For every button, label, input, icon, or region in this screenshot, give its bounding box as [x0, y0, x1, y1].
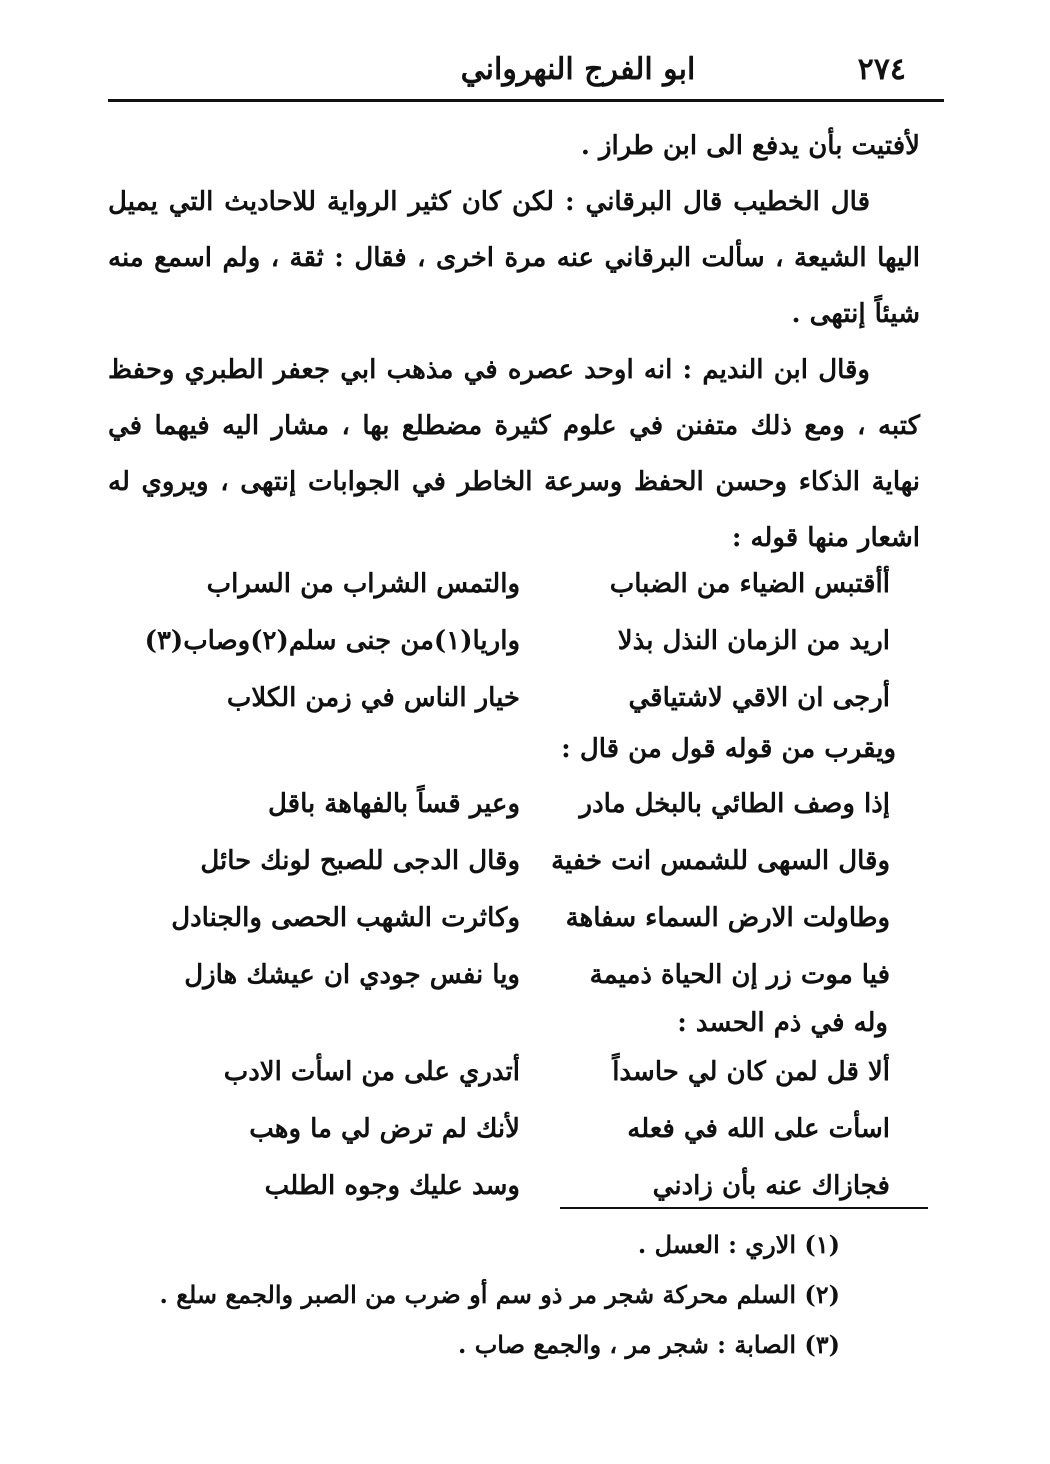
footnote-1: (١) الاري : العسل .: [637, 1230, 840, 1259]
verse-second-hemistich: وقال الدجى للصبح لونك حائل: [200, 846, 520, 876]
footnote-3: (٣) الصابة : شجر مر ، والجمع صاب .: [458, 1330, 840, 1359]
verse: [150, 890, 890, 947]
verse-second-hemistich: خيار الناس في زمن الكلاب: [226, 683, 520, 713]
verse-second-hemistich: واريا(١)من جنى سلم(٢)وصاب(٣): [144, 626, 520, 656]
verse: [150, 776, 890, 833]
verse-second-hemistich: ويا نفس جودي ان عيشك هازل: [184, 960, 520, 990]
page-header: [108, 44, 944, 100]
verse-second-hemistich: وكاثرت الشهب الحصى والجنادل: [171, 903, 520, 933]
verse: [150, 556, 890, 613]
verse: [150, 1101, 890, 1158]
verse-second-hemistich: وسد عليك وجوه الطلب: [264, 1171, 520, 1201]
footnote-rule: [560, 1207, 928, 1209]
verse-first-hemistich: وقال السهى للشمس انت خفية: [551, 846, 890, 876]
verse: [150, 1044, 890, 1101]
poem-2: [150, 776, 890, 1004]
footnote-2: (٢) السلم محركة شجر مر ذو سم أو ضرب من الصبر والجمع سلع .: [159, 1280, 840, 1309]
verse-first-hemistich: فيا موت زر إن الحياة ذميمة: [589, 960, 890, 990]
verse: [150, 670, 890, 727]
paragraph-3: وقال ابن النديم : انه اوحد عصره في مذهب ابي جعفر الطبري وحفظ كتبه ، ومع ذلك متفنن في علوم كثيرة مضطلع بها ، مشار اليه فيهما في نهاية الذكاء وحسن الحفظ وسرعة الخاطر في الجوابات إنتهى ، ويروي له اشعار منها قوله :: [108, 355, 920, 553]
verse-second-hemistich: وعير قساً بالفهاهة باقل: [267, 789, 520, 819]
verse-first-hemistich: أأقتبس الضياء من الضباب: [609, 569, 890, 599]
verse-first-hemistich: فجازاك عنه بأن زادني: [652, 1171, 890, 1201]
verse-second-hemistich: لأنك لم ترض لي ما وهب: [249, 1114, 520, 1144]
verse-second-hemistich: أتدري على من اسأت الادب: [223, 1057, 520, 1087]
verse-first-hemistich: ألا قل لمن كان لي حاسداً: [612, 1057, 890, 1087]
verse-second-hemistich: والتمس الشراب من السراب: [206, 569, 520, 599]
poem-2-intro: ويقرب من قوله قول من قال :: [561, 734, 896, 764]
verse-first-hemistich: اريد من الزمان النذل بذلا: [617, 626, 890, 656]
verse: [144, 613, 890, 670]
poem-3-intro: وله في ذم الحسد :: [677, 1008, 888, 1038]
verse-first-hemistich: وطاولت الارض السماء سفاهة: [565, 903, 890, 933]
page-number: ٢٧٤: [857, 52, 906, 87]
paragraph-1: لأفتيت بأن يدفع الى ابن طراز .: [580, 131, 920, 161]
verse-first-hemistich: أرجى ان الاقي لاشتياقي: [628, 683, 890, 713]
header-rule: [108, 99, 944, 102]
footnotes: [150, 1220, 840, 1370]
running-title: ابو الفرج النهرواني: [460, 52, 696, 87]
verse: [150, 947, 890, 1004]
poem-3: [150, 1044, 890, 1215]
poem-1: [144, 556, 890, 727]
paragraph-2: قال الخطيب قال البرقاني : لكن كان كثير الرواية للاحاديث التي يميل اليها الشيعة ، سألت البرقاني عنه مرة اخرى ، فقال : ثقة ، ولم اسمع منه شيئاً إنتهى .: [108, 187, 920, 329]
verse-first-hemistich: اسأت على الله في فعله: [627, 1114, 890, 1144]
body-text: [108, 118, 920, 566]
verse-first-hemistich: إذا وصف الطائي بالبخل مادر: [579, 789, 890, 819]
verse: [150, 833, 890, 890]
